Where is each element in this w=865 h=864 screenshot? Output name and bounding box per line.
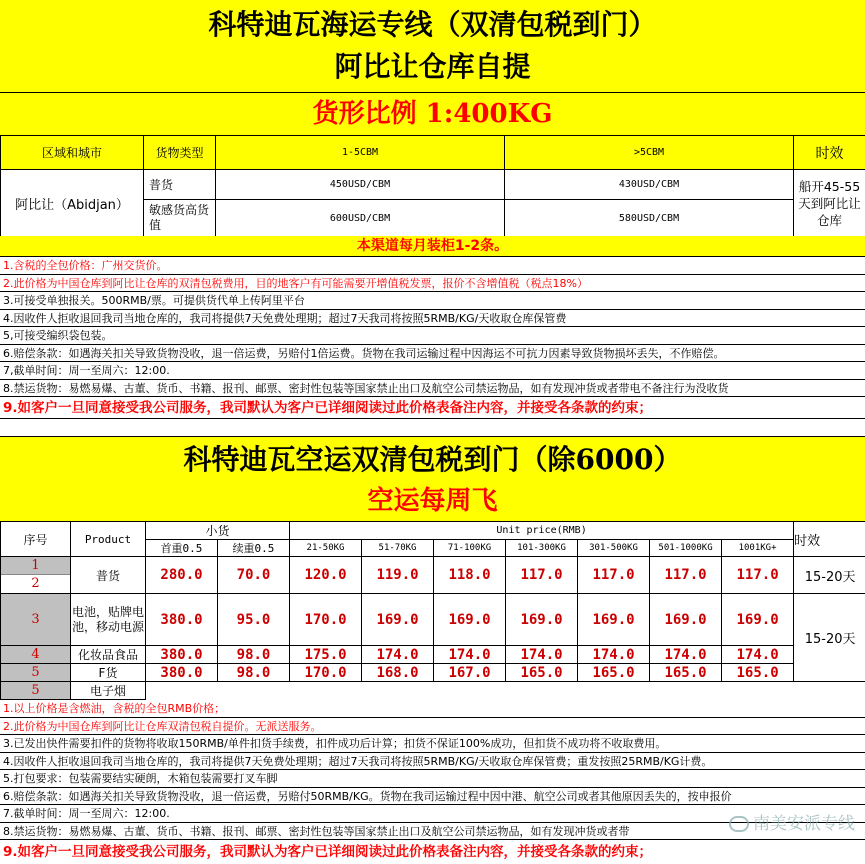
air-row2-p5: 169.0	[578, 594, 650, 646]
air-tier-2: 51-70KG	[362, 540, 434, 557]
air-row2-p4: 169.0	[506, 594, 578, 646]
air-row1-seq-b: 2	[1, 575, 70, 593]
air-row2-p7: 169.0	[722, 594, 794, 646]
sea-title-block	[0, 0, 865, 93]
air-row4-p5: 165.0	[578, 664, 650, 682]
air-tier-1: 21-50KG	[290, 540, 362, 557]
air-row1-timing: 15-20天	[794, 557, 865, 594]
sea-row2-type: 敏感货高货值	[144, 200, 216, 237]
air-group-timing: 15-20天	[794, 594, 865, 682]
sea-header-range2: >5CBM	[505, 136, 794, 170]
sea-note-8: 8.禁运货物：易燃易爆、古董、货币、书籍、报刊、邮票、密封性包装等国家禁止出口及航空公司禁运物品，如有发现冲货或者带电不备注行为没收货	[0, 380, 865, 398]
sea-header-range1: 1-5CBM	[216, 136, 505, 170]
air-row4-p3: 167.0	[434, 664, 506, 682]
air-header-small: 小货	[146, 522, 290, 540]
air-row2-extra: 95.0	[218, 594, 290, 646]
watermark	[729, 809, 855, 834]
air-row1-product: 普货	[71, 557, 146, 594]
air-row1-p4: 117.0	[506, 557, 578, 594]
sea-note-3: 3.可接受单独报关。500RMB/票。可提供货代单上传阿里平台	[0, 292, 865, 310]
air-note-5: 5.打包要求：包装需要结实硬朗，木箱包装需要打叉车脚	[0, 770, 865, 788]
sea-row1-price2: 430USD/CBM	[505, 170, 794, 200]
air-subtitle: 空运每周飞	[0, 481, 865, 522]
sea-note-4: 4.因收件人拒收退回我司当地仓库的，我司将提供7天免费处理期；超过7天我司将按照5RMB/KG/天收取仓库保管费	[0, 310, 865, 328]
air-row1-p5: 117.0	[578, 557, 650, 594]
air-tier-5: 301-500KG	[578, 540, 650, 557]
air-row4-p6: 165.0	[650, 664, 722, 682]
air-row1-p3: 118.0	[434, 557, 506, 594]
air-note-7: 7.截单时间：周一至周六：12:00.	[0, 805, 865, 823]
air-note-9: 9.如客户一旦同意接受我公司服务，我司默认为客户已详细阅读过此价格表备注内容，并接受各条款的约束；	[3, 844, 653, 860]
air-row4-seq: 5	[1, 664, 71, 682]
sea-header-timing: 时效	[794, 136, 865, 170]
wechat-icon	[729, 816, 749, 832]
sea-price-table	[0, 135, 865, 237]
air-row2-first: 380.0	[146, 594, 218, 646]
air-price-table	[0, 521, 865, 700]
air-row1-seq	[1, 557, 71, 594]
air-row3-p2: 174.0	[362, 646, 434, 664]
air-row3-p4: 174.0	[506, 646, 578, 664]
air-row4-extra: 98.0	[218, 664, 290, 682]
air-row2-p2: 169.0	[362, 594, 434, 646]
air-tier-3: 71-100KG	[434, 540, 506, 557]
sea-row1-type: 普货	[144, 170, 216, 200]
sea-header-goods-type: 货物类型	[144, 136, 216, 170]
air-row3-p1: 175.0	[290, 646, 362, 664]
air-row4-p2: 168.0	[362, 664, 434, 682]
air-note-6: 6.赔偿条款：如遇海关扣关导致货物没收，退一倍运费，另赔付50RMB/KG。货物在我司运输过程中因中港、航空公司或者其他原因丢失的，按申报价	[0, 788, 865, 806]
air-row1-extra: 70.0	[218, 557, 290, 594]
air-row1-p6: 117.0	[650, 557, 722, 594]
sea-region: 阿比让（Abidjan）	[1, 170, 144, 237]
air-header-timing: 时效	[794, 522, 865, 557]
air-row1-seq-a: 1	[1, 557, 70, 575]
sea-note-5: 5,可接受编织袋包装。	[0, 327, 865, 345]
air-row1-p2: 119.0	[362, 557, 434, 594]
air-row3-p5: 174.0	[578, 646, 650, 664]
sea-note-1: 1.含税的全包价格：广州交货价。	[0, 257, 865, 275]
air-tier-7: 1001KG+	[722, 540, 794, 557]
air-row5-seq: 5	[1, 682, 71, 700]
sea-note-9: 9.如客户一旦同意接受我公司服务，我司默认为客户已详细阅读过此价格表备注内容，并接受各条款的约束；	[0, 397, 865, 419]
air-tier-4: 101-300KG	[506, 540, 578, 557]
sea-note-6: 6.赔偿条款：如遇海关扣关导致货物没收，退一倍运费，另赔付1倍运费。货物在我司运输过程中因海运不可抗力因素导致货物损坏丢失，不作赔偿。	[0, 345, 865, 363]
air-header-unit-price: Unit price(RMB)	[290, 522, 794, 540]
air-row3-first: 380.0	[146, 646, 218, 664]
air-title: 科特迪瓦空运双清包税到门（除6000）	[0, 436, 865, 482]
air-tier-6: 501-1000KG	[650, 540, 722, 557]
sea-row2-price2: 580USD/CBM	[505, 200, 794, 237]
air-row3-p6: 174.0	[650, 646, 722, 664]
air-note-8: 8.禁运货物：易燃易爆、古董、货币、书籍、报刊、邮票、密封性包装等国家禁止出口及航空公司禁运物品，如有发现冲货或者带	[0, 823, 865, 841]
sea-ratio: 货形比例 1:400KG	[0, 93, 865, 136]
air-row4-p7: 165.0	[722, 664, 794, 682]
air-row2-p3: 169.0	[434, 594, 506, 646]
sea-timing-value: 船开45-55天到阿比让仓库	[794, 170, 865, 237]
air-row3-product: 化妆品食品	[71, 646, 146, 664]
sea-header-region: 区域和城市	[1, 136, 144, 170]
air-header-extra: 续重0.5	[218, 540, 290, 557]
sea-note-2: 2.此价格为中国仓库到阿比让仓库的双清包税费用，目的地客户有可能需要开增值税发票，报价不含增值税（税点18%）	[0, 275, 865, 293]
air-header-product: Product	[71, 522, 146, 557]
air-row2-p6: 169.0	[650, 594, 722, 646]
air-row5-product: 电子烟	[71, 682, 146, 700]
air-row4-first: 380.0	[146, 664, 218, 682]
air-row1-p1: 120.0	[290, 557, 362, 594]
sea-row1-price1: 450USD/CBM	[216, 170, 505, 200]
air-note-4: 4.因收件人拒收退回我司当地仓库的，我司将提供7天免费处理期；超过7天我司将按照5RMB/KG/天收取仓库保管费；重发按照25RMB/KG计费。	[0, 753, 865, 771]
air-header-first: 首重0.5	[146, 540, 218, 557]
sea-title-line1: 科特迪瓦海运专线（双清包税到门）	[208, 8, 657, 41]
air-row1-first: 280.0	[146, 557, 218, 594]
air-row4-p1: 170.0	[290, 664, 362, 682]
air-row5-empty	[146, 682, 865, 700]
air-row4-p4: 165.0	[506, 664, 578, 682]
air-row2-product: 电池，贴牌电池，移动电源	[71, 594, 146, 646]
air-row3-seq: 4	[1, 646, 71, 664]
sea-row2-price1: 600USD/CBM	[216, 200, 505, 237]
air-row2-p1: 170.0	[290, 594, 362, 646]
air-row3-p7: 174.0	[722, 646, 794, 664]
air-header-seq: 序号	[1, 522, 71, 557]
sea-note-7: 7,截单时间：周一至周六：12:00.	[0, 362, 865, 380]
watermark-text: 南美安派专线	[753, 814, 855, 834]
air-note-1: 1.以上价格是含燃油，含税的全包RMB价格；	[0, 700, 865, 718]
air-row3-extra: 98.0	[218, 646, 290, 664]
air-row2-seq: 3	[1, 594, 71, 646]
sea-title-line2: 阿比让仓库自提	[334, 50, 531, 83]
air-row1-p7: 117.0	[722, 557, 794, 594]
air-note-2: 2.此价格为中国仓库到阿比让仓库双清包税自提价。无派送服务。	[0, 718, 865, 736]
air-row3-p3: 174.0	[434, 646, 506, 664]
sea-banner: 本渠道每月装柜1-2条。	[0, 236, 865, 257]
air-note-3: 3.已发出快件需要扣件的货物将收取150RMB/单件扣货手续费，扣件成功后计算；扣货不保证100%成功，但扣货不成功将不收取费用。	[0, 735, 865, 753]
air-row4-product: F货	[71, 664, 146, 682]
